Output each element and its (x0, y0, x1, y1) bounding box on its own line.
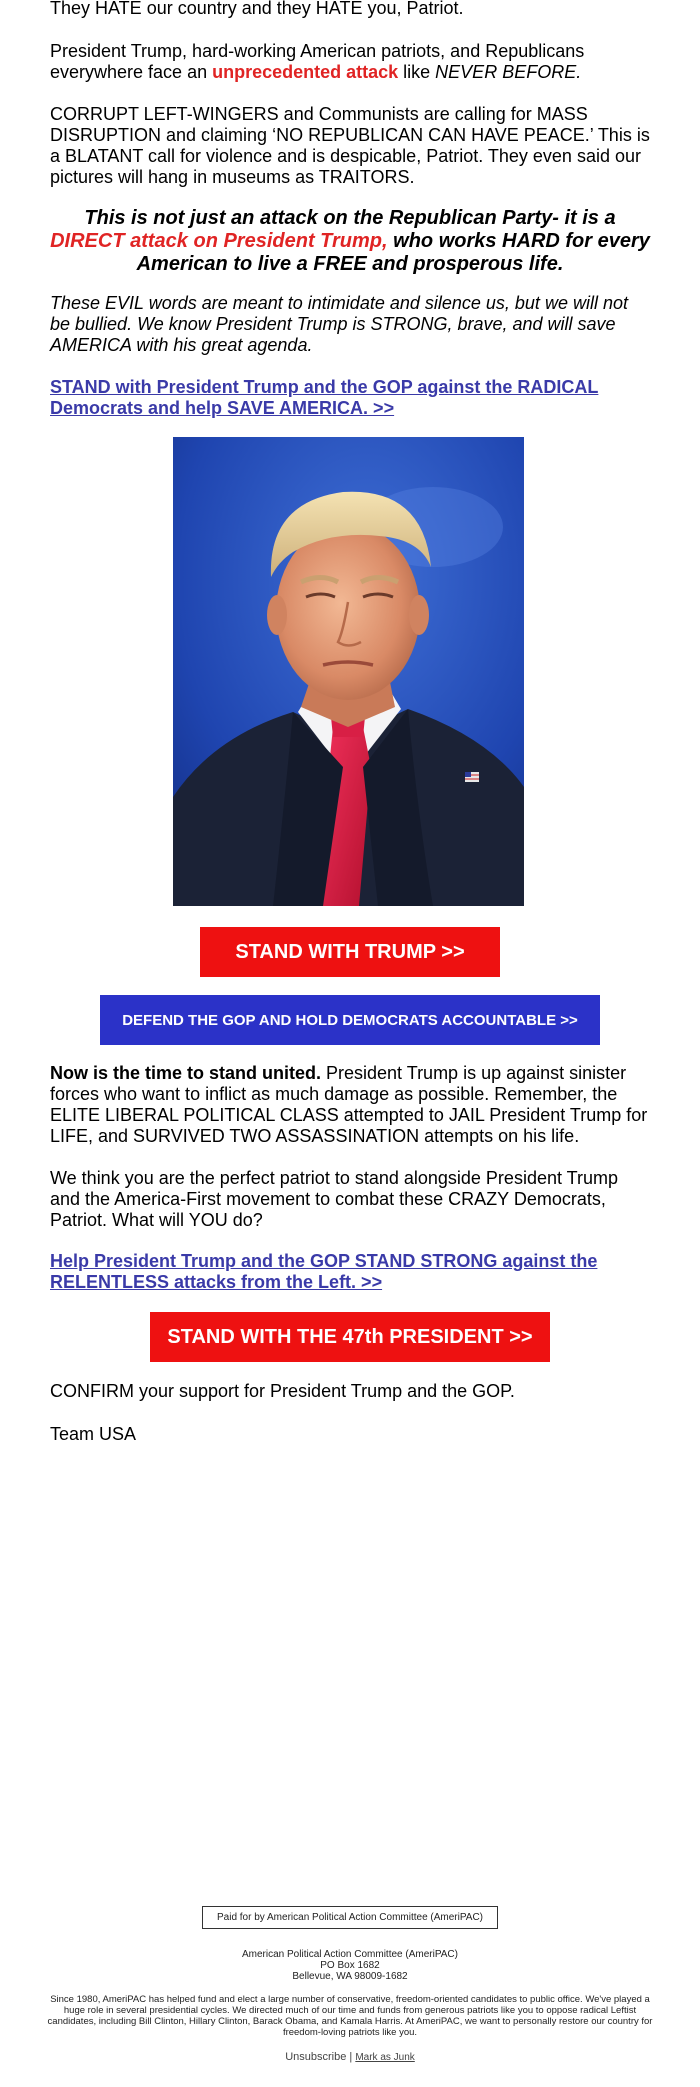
stand-with-47th-button[interactable]: STAND WITH THE 47th PRESIDENT >> (150, 1312, 550, 1362)
unsubscribe-link[interactable]: Unsubscribe (285, 2051, 347, 2063)
confirm-support-paragraph: CONFIRM your support for President Trump and the GOP. (50, 1381, 515, 1401)
city-state-zip: Bellevue, WA 98009-1682 (292, 1971, 408, 1982)
stand-with-trump-link[interactable]: STAND with President Trump and the GOP against the RADICAL Democrats and help SAVE AMERICA. >> (50, 377, 599, 418)
about-ameripac: Since 1980, AmeriPAC has helped fund and elect a large number of conservative, freedom-oriented candidates to public office. We've played a huge role in several presidential cycles. We directed much of our time and funds from generous patriots like you to oppose radical Leftist candidates, including Bill Clinton, Hillary Clinton, Barack Obama, and Kamala Harris. At AmeriPAC, we want to personally restore our country for freedom-loving patriots like you. (47, 1994, 653, 2038)
attack-paragraph (50, 41, 650, 83)
evil-words-paragraph: These EVIL words are meant to intimidate and silence us, but we will not be bullied. We know President Trump is STRONG, brave, and will save AMERICA with his great agenda. (50, 293, 628, 355)
perfect-patriot-paragraph: We think you are the perfect patriot to stand alongside President Trump and the America-First movement to combat these CRAZY Democrats, Patriot. What will YOU do? (50, 1168, 618, 1230)
mark-as-junk-link[interactable]: Mark as Junk (355, 2052, 415, 2063)
direct-attack-text-a: This is not just an attack on the Republican Party- it is a (84, 207, 616, 229)
stand-with-trump-button[interactable]: STAND WITH TRUMP >> (200, 927, 500, 977)
unsubscribe-row (0, 2052, 700, 2063)
direct-attack-highlight: DIRECT attack on President Trump, (50, 230, 388, 252)
intro-paragraph: They HATE our country and they HATE you, Patriot. (50, 0, 464, 18)
corrupt-left-paragraph: CORRUPT LEFT-WINGERS and Communists are calling for MASS DISRUPTION and claiming ‘NO REPUBLICAN CAN HAVE PEACE.’ This is a BLATANT call for violence and is despicable, Patriot. They even said our pictures will hang in museums as TRAITORS. (50, 104, 650, 187)
stand-united-text: President Trump is up against sinister forces who want to inflict as much damage as possible. Remember, the ELITE LIBERAL POLITICAL CLASS attempted to JAIL President Trump for LIFE, and SURVIVED TWO ASSASSINATION attempts on his life. (50, 1063, 648, 1146)
link2-container (50, 1251, 650, 1293)
separator: | (349, 2051, 353, 2063)
attack-text-a: President Trump, hard-working American patriots, and Republicans everywhere face an (50, 41, 585, 82)
mailing-address (0, 1949, 700, 1982)
stand-strong-link[interactable]: Help President Trump and the GOP STAND STRONG against the RELENTLESS attacks from the Left. >> (50, 1251, 598, 1292)
direct-attack-text-b: who works HARD for every American to live a FREE and prosperous life. (136, 230, 650, 275)
po-box: PO Box 1682 (320, 1960, 380, 1971)
trump-portrait-image (173, 437, 524, 906)
attack-text-b: like (398, 62, 436, 82)
org-name: American Political Action Committee (AmeriPAC) (242, 1949, 458, 1960)
direct-attack-heading (50, 207, 650, 276)
unprecedented-attack-highlight: unprecedented attack (212, 62, 399, 82)
defend-gop-button[interactable]: DEFEND THE GOP AND HOLD DEMOCRATS ACCOUNTABLE >> (100, 995, 600, 1045)
stand-united-bold: Now is the time to stand united. (50, 1063, 322, 1083)
never-before-text: NEVER BEFORE. (435, 62, 582, 82)
stand-united-paragraph (50, 1063, 650, 1147)
paid-for-disclaimer: Paid for by American Political Action Committee (AmeriPAC) (202, 1906, 498, 1929)
signature: Team USA (50, 1424, 137, 1444)
link1-container (50, 377, 650, 419)
footer (0, 1906, 700, 2063)
